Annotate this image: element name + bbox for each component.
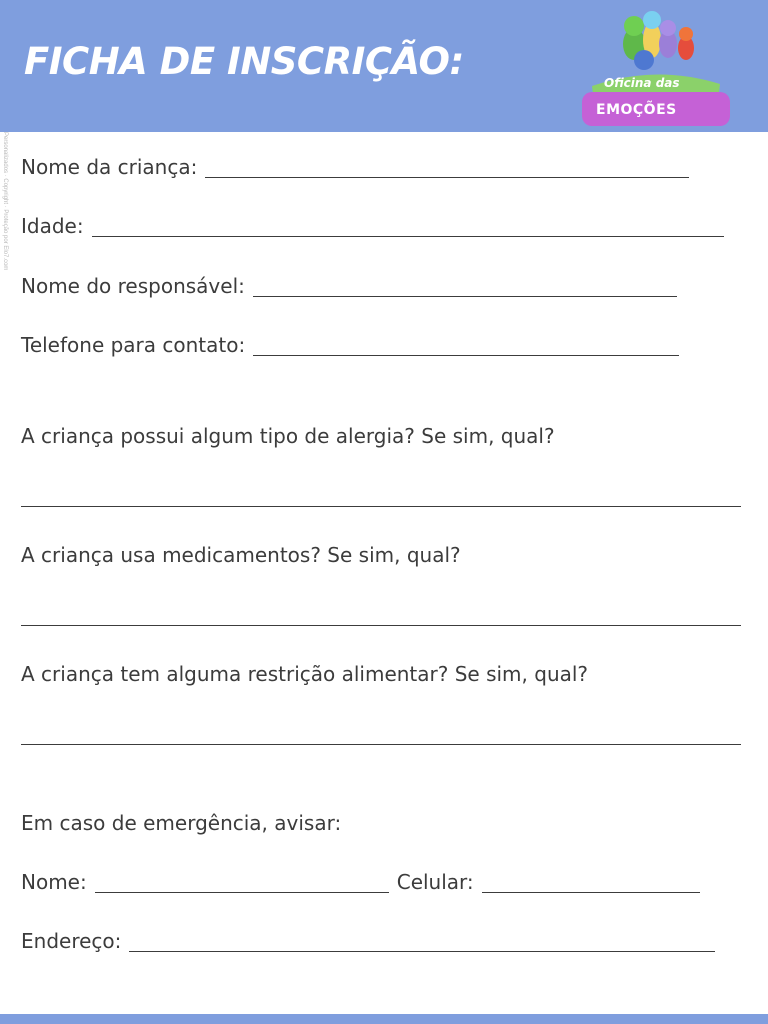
- address-label: Endereço:: [21, 929, 122, 953]
- logo-text-emocoes: EMOÇÕES: [596, 102, 677, 118]
- allergy-question: [21, 424, 555, 448]
- guardian-field[interactable]: [253, 296, 677, 297]
- emergency-name-label: Nome:: [21, 870, 87, 894]
- address-row: [21, 929, 715, 953]
- side-copyright-text: Personalizados · Copyright · Proteção por Elo7.com: [2, 132, 8, 271]
- phone-field[interactable]: [253, 355, 679, 356]
- allergy-answer-field[interactable]: [21, 506, 741, 507]
- emergency-cell-label: Celular:: [396, 870, 474, 894]
- medication-answer-field[interactable]: [21, 625, 741, 626]
- allergy-question-text: A criança possui algum tipo de alergia? Se sim, qual?: [21, 424, 555, 448]
- emergency-title-text: Em caso de emergência, avisar:: [21, 811, 342, 835]
- food-question: [21, 662, 588, 686]
- logo-text-oficina: Oficina das: [604, 76, 680, 90]
- emergency-title: [21, 811, 341, 835]
- child-name-row: [21, 155, 689, 179]
- child-name-field[interactable]: [205, 177, 689, 178]
- age-label: Idade:: [21, 214, 84, 238]
- form-title: FICHA DE INSCRIÇÃO:: [24, 40, 464, 83]
- emergency-cell-field[interactable]: [482, 892, 700, 893]
- emergency-name-field[interactable]: [95, 892, 389, 893]
- age-field[interactable]: [92, 236, 724, 237]
- guardian-label: Nome do responsável:: [21, 274, 245, 298]
- phone-row: [21, 333, 679, 357]
- phone-label: Telefone para contato:: [21, 333, 246, 357]
- address-field[interactable]: [129, 951, 715, 952]
- age-row: [21, 214, 724, 238]
- child-name-label: Nome da criança:: [21, 155, 198, 179]
- food-question-text: A criança tem alguma restrição alimentar? Se sim, qual?: [21, 662, 589, 686]
- emergency-contact-row: [21, 870, 700, 894]
- guardian-row: [21, 274, 677, 298]
- medication-question-text: A criança usa medicamentos? Se sim, qual?: [21, 543, 461, 567]
- medication-question: [21, 543, 461, 567]
- footer-bar: [0, 1014, 768, 1024]
- header-banner: [0, 0, 768, 132]
- food-answer-field[interactable]: [21, 744, 741, 745]
- oficina-das-emocoes-logo: [578, 4, 734, 128]
